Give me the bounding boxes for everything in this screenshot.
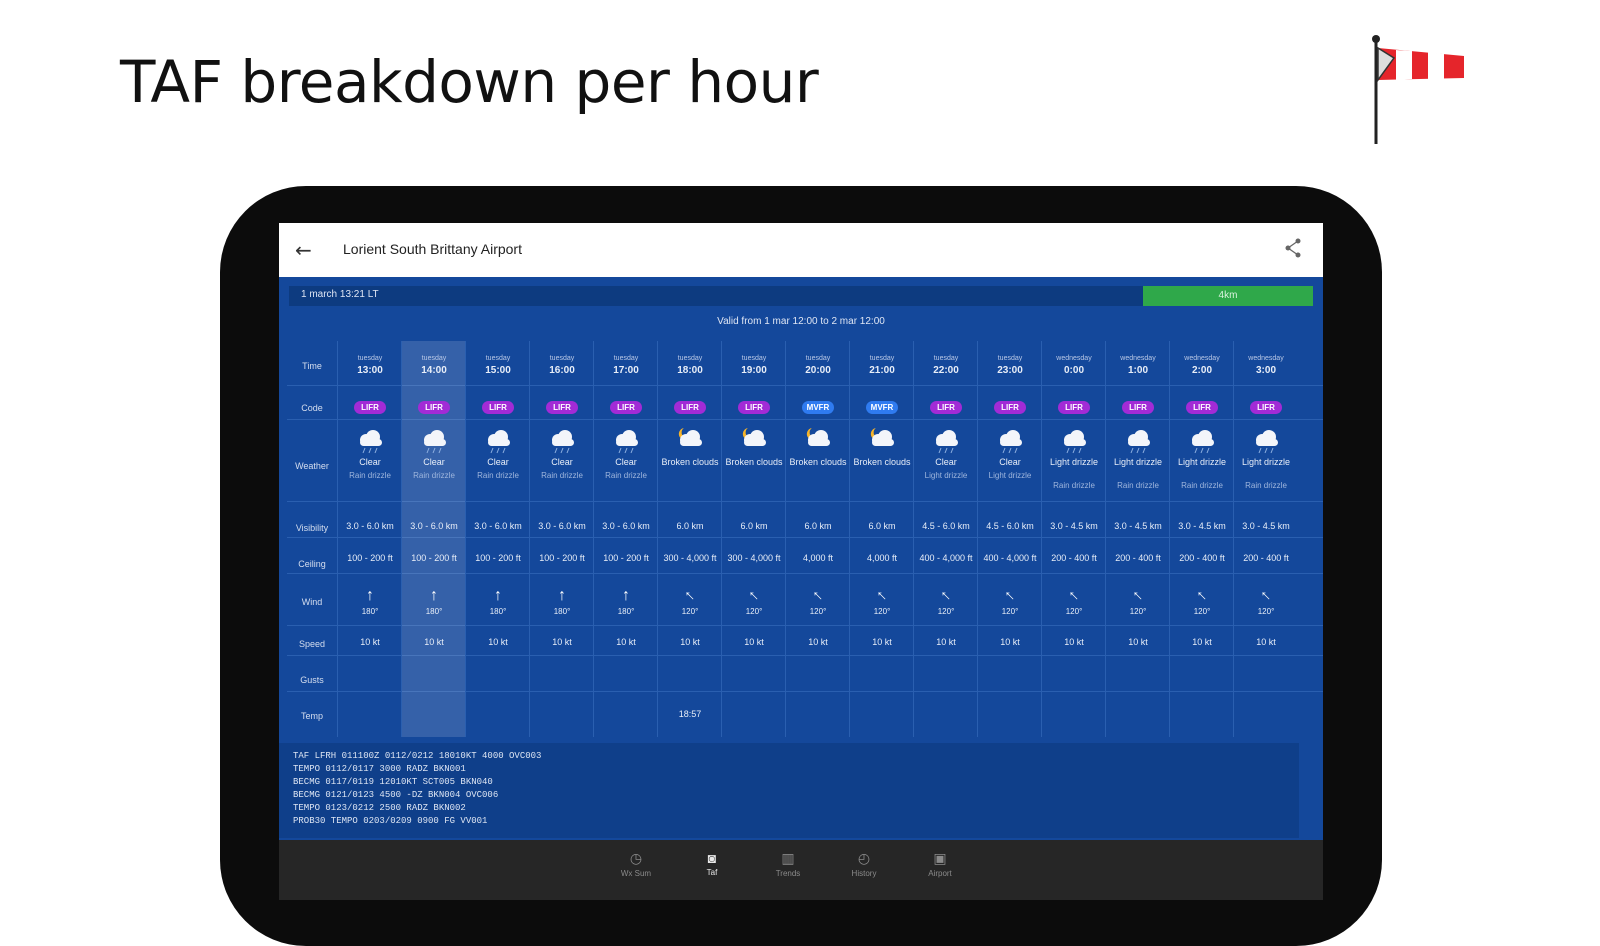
airport-title: Lorient South Brittany Airport xyxy=(343,241,522,257)
visibility-value: 3.0 - 6.0 km xyxy=(410,521,458,531)
hour-column[interactable] xyxy=(401,341,466,737)
ceiling-value: 100 - 200 ft xyxy=(347,553,393,563)
raw-taf-panel xyxy=(279,743,1299,838)
hour-label: 20:00 xyxy=(805,365,831,376)
raw-taf-line: BECMG 0117/0119 12010KT SCT005 BKN040 xyxy=(293,777,493,787)
weather-text: Broken clouds xyxy=(789,457,847,467)
taf-table xyxy=(287,341,1323,737)
visibility-value: 3.0 - 4.5 km xyxy=(1114,521,1162,531)
hour-column[interactable] xyxy=(337,341,402,737)
raw-taf-line: TEMPO 0112/0117 3000 RADZ BKN001 xyxy=(293,764,466,774)
raw-taf-line: PROB30 TEMPO 0203/0209 0900 FG VV001 xyxy=(293,816,488,826)
weather-text: Clear xyxy=(935,457,957,467)
wind-speed: 10 kt xyxy=(744,637,764,647)
ceiling-value: 200 - 400 ft xyxy=(1179,553,1225,563)
flight-category-badge: LIFR xyxy=(1250,401,1282,414)
issue-time: 1 march 13:21 LT xyxy=(301,289,379,300)
day-label: tuesday xyxy=(997,355,1023,362)
ceiling-value: 400 - 4,000 ft xyxy=(983,553,1037,563)
flight-category-badge: LIFR xyxy=(546,401,578,414)
raw-taf-line: BECMG 0121/0123 4500 -DZ BKN004 OVC006 xyxy=(293,790,499,800)
wind-arrow-icon: ↑ xyxy=(872,586,891,605)
weather-subtext: Rain drizzle xyxy=(1053,481,1095,490)
visibility-value: 6.0 km xyxy=(868,521,896,531)
weather-subtext: Rain drizzle xyxy=(1117,481,1159,490)
visibility-value: 3.0 - 4.5 km xyxy=(1050,521,1098,531)
wind-arrow-icon: ↑ xyxy=(622,587,630,604)
hour-label: 19:00 xyxy=(741,365,767,376)
weather-text: Broken clouds xyxy=(853,457,911,467)
day-label: tuesday xyxy=(357,355,383,362)
ceiling-value: 4,000 ft xyxy=(866,553,898,563)
ceiling-value: 200 - 400 ft xyxy=(1051,553,1097,563)
drizzle-cloud-icon xyxy=(418,425,450,455)
clock-icon: ◷ xyxy=(629,850,643,866)
hour-column[interactable] xyxy=(721,341,786,737)
history-icon: ◴ xyxy=(857,850,871,866)
wind-direction: 120° xyxy=(681,607,699,616)
hour-label: 15:00 xyxy=(485,365,511,376)
drizzle-cloud-icon xyxy=(354,425,386,455)
weather-text: Light drizzle xyxy=(1177,457,1227,467)
wind-arrow-icon: ↑ xyxy=(1000,586,1019,605)
hour-column[interactable] xyxy=(529,341,594,737)
app-bar xyxy=(279,223,1323,277)
ceiling-value: 100 - 200 ft xyxy=(411,553,457,563)
day-label: tuesday xyxy=(869,355,895,362)
airport-icon: ▣ xyxy=(933,850,947,866)
hour-label: 14:00 xyxy=(421,365,447,376)
day-label: wednesday xyxy=(1184,355,1220,362)
wind-speed: 10 kt xyxy=(680,637,700,647)
raw-taf-line: TEMPO 0123/0212 2500 RADZ BKN002 xyxy=(293,803,466,813)
wind-speed: 10 kt xyxy=(1000,637,1020,647)
app-screen xyxy=(279,223,1323,900)
flight-category-badge: LIFR xyxy=(1122,401,1154,414)
weather-text: Light drizzle xyxy=(1049,457,1099,467)
share-icon[interactable] xyxy=(1283,237,1303,259)
wind-direction: 180° xyxy=(553,607,571,616)
hour-label: 18:00 xyxy=(677,365,703,376)
wind-speed: 10 kt xyxy=(1192,637,1212,647)
day-label: tuesday xyxy=(613,355,639,362)
ceiling-value: 4,000 ft xyxy=(802,553,834,563)
weather-text: Clear xyxy=(999,457,1021,467)
ceiling-value: 100 - 200 ft xyxy=(603,553,649,563)
wind-speed: 10 kt xyxy=(872,637,892,647)
page-headline: TAF breakdown per hour xyxy=(120,48,819,116)
wind-direction: 120° xyxy=(809,607,827,616)
windsock-icon xyxy=(1372,34,1502,146)
nav-taf[interactable]: ◙ Taf xyxy=(682,850,742,877)
weather-text: Clear xyxy=(423,457,445,467)
broken-clouds-icon xyxy=(802,425,834,455)
broken-clouds-icon xyxy=(866,425,898,455)
day-label: wednesday xyxy=(1248,355,1284,362)
wind-arrow-icon: ↑ xyxy=(366,587,374,604)
wind-speed: 10 kt xyxy=(552,637,572,647)
bottom-nav xyxy=(279,840,1323,900)
wind-direction: 120° xyxy=(1001,607,1019,616)
hour-label: 21:00 xyxy=(869,365,895,376)
wind-direction: 180° xyxy=(617,607,635,616)
row-label-visibility: Visibility xyxy=(295,523,329,533)
hour-column[interactable] xyxy=(1041,341,1106,737)
hour-column[interactable] xyxy=(1169,341,1234,737)
ceiling-value: 300 - 4,000 ft xyxy=(727,553,781,563)
day-label: tuesday xyxy=(421,355,447,362)
wind-speed: 10 kt xyxy=(488,637,508,647)
weather-subtext: Rain drizzle xyxy=(477,471,519,480)
wind-arrow-icon: ↑ xyxy=(1256,586,1275,605)
temp-value: 18:57 xyxy=(678,709,702,719)
hour-column[interactable] xyxy=(1105,341,1170,737)
wind-arrow-icon: ↑ xyxy=(494,587,502,604)
wind-arrow-icon: ↑ xyxy=(1128,586,1147,605)
ceiling-value: 100 - 200 ft xyxy=(539,553,585,563)
visibility-value: 4.5 - 6.0 km xyxy=(986,521,1034,531)
drizzle-cloud-icon xyxy=(546,425,578,455)
raw-taf-line: TAF LFRH 011100Z 0112/0212 18010KT 4000 OVC003 xyxy=(293,751,542,761)
ceiling-value: 100 - 200 ft xyxy=(475,553,521,563)
wind-direction: 120° xyxy=(1257,607,1275,616)
weather-subtext: Rain drizzle xyxy=(1181,481,1223,490)
visibility-value: 6.0 km xyxy=(804,521,832,531)
hour-label: 0:00 xyxy=(1063,365,1084,376)
wind-direction: 180° xyxy=(489,607,507,616)
wind-arrow-icon: ↑ xyxy=(936,586,955,605)
hour-column[interactable] xyxy=(849,341,914,737)
ceiling-value: 200 - 400 ft xyxy=(1115,553,1161,563)
validity-text: Valid from 1 mar 12:00 to 2 mar 12:00 xyxy=(717,316,885,327)
row-label-gusts: Gusts xyxy=(300,675,324,685)
wind-speed: 10 kt xyxy=(1128,637,1148,647)
row-label-weather: Weather xyxy=(295,461,329,471)
issue-bar xyxy=(289,286,1313,306)
wind-speed: 10 kt xyxy=(936,637,956,647)
day-label: tuesday xyxy=(933,355,959,362)
wind-direction: 120° xyxy=(1129,607,1147,616)
broken-clouds-icon xyxy=(738,425,770,455)
visibility-value: 3.0 - 4.5 km xyxy=(1178,521,1226,531)
day-label: wednesday xyxy=(1120,355,1156,362)
weather-subtext: Rain drizzle xyxy=(349,471,391,480)
wind-direction: 120° xyxy=(1193,607,1211,616)
wind-speed: 10 kt xyxy=(808,637,828,647)
hour-label: 2:00 xyxy=(1191,365,1212,376)
flight-category-badge: LIFR xyxy=(994,401,1026,414)
wind-arrow-icon: ↑ xyxy=(808,586,827,605)
visibility-value: 6.0 km xyxy=(676,521,704,531)
back-arrow-icon[interactable]: ← xyxy=(295,238,312,262)
wind-direction: 120° xyxy=(937,607,955,616)
nav-history[interactable]: ◴ History xyxy=(834,850,894,878)
weather-text: Light drizzle xyxy=(1113,457,1163,467)
wind-direction: 120° xyxy=(745,607,763,616)
weather-text: Clear xyxy=(615,457,637,467)
wind-arrow-icon: ↑ xyxy=(680,586,699,605)
weather-text: Broken clouds xyxy=(661,457,719,467)
hour-column[interactable] xyxy=(593,341,658,737)
flight-category-badge: LIFR xyxy=(482,401,514,414)
drizzle-cloud-icon xyxy=(994,425,1026,455)
visibility-value: 4.5 - 6.0 km xyxy=(922,521,970,531)
weather-text: Light drizzle xyxy=(1241,457,1291,467)
flight-category-badge: MVFR xyxy=(866,401,898,414)
wind-arrow-icon: ↑ xyxy=(558,587,566,604)
taf-icon: ◙ xyxy=(707,850,717,866)
visibility-value: 6.0 km xyxy=(740,521,768,531)
weather-subtext: Rain drizzle xyxy=(1245,481,1287,490)
row-label-speed: Speed xyxy=(298,639,326,649)
wind-speed: 10 kt xyxy=(360,637,380,647)
hour-column[interactable] xyxy=(913,341,978,737)
hour-label: 13:00 xyxy=(357,365,383,376)
wind-speed: 10 kt xyxy=(1064,637,1084,647)
ceiling-value: 300 - 4,000 ft xyxy=(663,553,717,563)
day-label: tuesday xyxy=(805,355,831,362)
weather-subtext: Rain drizzle xyxy=(605,471,647,480)
weather-subtext: Light drizzle xyxy=(924,471,968,480)
wind-speed: 10 kt xyxy=(616,637,636,647)
wind-direction: 180° xyxy=(361,607,379,616)
wind-speed: 10 kt xyxy=(424,637,444,647)
day-label: tuesday xyxy=(741,355,767,362)
flight-category-badge: LIFR xyxy=(354,401,386,414)
hour-column[interactable] xyxy=(785,341,850,737)
flight-category-badge: LIFR xyxy=(610,401,642,414)
visibility-value: 3.0 - 4.5 km xyxy=(1242,521,1290,531)
hour-label: 22:00 xyxy=(933,365,959,376)
day-label: wednesday xyxy=(1056,355,1092,362)
row-label-time: Time xyxy=(302,361,322,371)
hour-column[interactable] xyxy=(1233,341,1298,737)
wind-speed: 10 kt xyxy=(1256,637,1276,647)
wind-arrow-icon: ↑ xyxy=(430,587,438,604)
drizzle-cloud-icon xyxy=(610,425,642,455)
ceiling-value: 200 - 400 ft xyxy=(1243,553,1289,563)
flight-category-badge: LIFR xyxy=(674,401,706,414)
hour-column[interactable] xyxy=(657,341,722,737)
drizzle-cloud-icon xyxy=(1186,425,1218,455)
row-label-temp: Temp xyxy=(300,711,323,721)
weather-text: Clear xyxy=(359,457,381,467)
visibility-value: 3.0 - 6.0 km xyxy=(602,521,650,531)
weather-text: Clear xyxy=(551,457,573,467)
row-label-code: Code xyxy=(301,403,323,413)
drizzle-cloud-icon xyxy=(482,425,514,455)
nav-airport[interactable]: ▣ Airport xyxy=(910,850,970,878)
wind-direction: 120° xyxy=(873,607,891,616)
row-label-wind: Wind xyxy=(301,597,323,607)
flight-category-badge: LIFR xyxy=(1186,401,1218,414)
weather-subtext: Light drizzle xyxy=(988,471,1032,480)
visibility-value: 3.0 - 6.0 km xyxy=(474,521,522,531)
hour-label: 17:00 xyxy=(613,365,639,376)
weather-subtext: Rain drizzle xyxy=(413,471,455,480)
hour-column[interactable] xyxy=(465,341,530,737)
nav-wx-sum[interactable]: ◷ Wx Sum xyxy=(606,850,666,878)
chart-icon: ▥ xyxy=(781,850,795,866)
day-label: tuesday xyxy=(485,355,511,362)
wind-direction: 180° xyxy=(425,607,443,616)
wind-direction: 120° xyxy=(1065,607,1083,616)
visibility-value: 3.0 - 6.0 km xyxy=(538,521,586,531)
wind-arrow-icon: ↑ xyxy=(1064,586,1083,605)
broken-clouds-icon xyxy=(674,425,706,455)
hour-label: 3:00 xyxy=(1255,365,1276,376)
age-badge: 4km xyxy=(1143,286,1313,306)
flight-category-badge: LIFR xyxy=(930,401,962,414)
flight-category-badge: LIFR xyxy=(1058,401,1090,414)
hour-column[interactable] xyxy=(977,341,1042,737)
drizzle-cloud-icon xyxy=(1122,425,1154,455)
day-label: tuesday xyxy=(549,355,575,362)
visibility-value: 3.0 - 6.0 km xyxy=(346,521,394,531)
ceiling-value: 400 - 4,000 ft xyxy=(919,553,973,563)
drizzle-cloud-icon xyxy=(930,425,962,455)
day-label: tuesday xyxy=(677,355,703,362)
flight-category-badge: MVFR xyxy=(802,401,834,414)
flight-category-badge: LIFR xyxy=(418,401,450,414)
weather-text: Broken clouds xyxy=(725,457,783,467)
weather-subtext: Rain drizzle xyxy=(541,471,583,480)
hour-label: 16:00 xyxy=(549,365,575,376)
drizzle-cloud-icon xyxy=(1058,425,1090,455)
weather-text: Clear xyxy=(487,457,509,467)
wind-arrow-icon: ↑ xyxy=(1192,586,1211,605)
hour-label: 1:00 xyxy=(1127,365,1148,376)
hour-label: 23:00 xyxy=(997,365,1023,376)
drizzle-cloud-icon xyxy=(1250,425,1282,455)
wind-arrow-icon: ↑ xyxy=(744,586,763,605)
row-label-ceiling: Ceiling xyxy=(298,559,326,569)
nav-trends[interactable]: ▥ Trends xyxy=(758,850,818,878)
flight-category-badge: LIFR xyxy=(738,401,770,414)
